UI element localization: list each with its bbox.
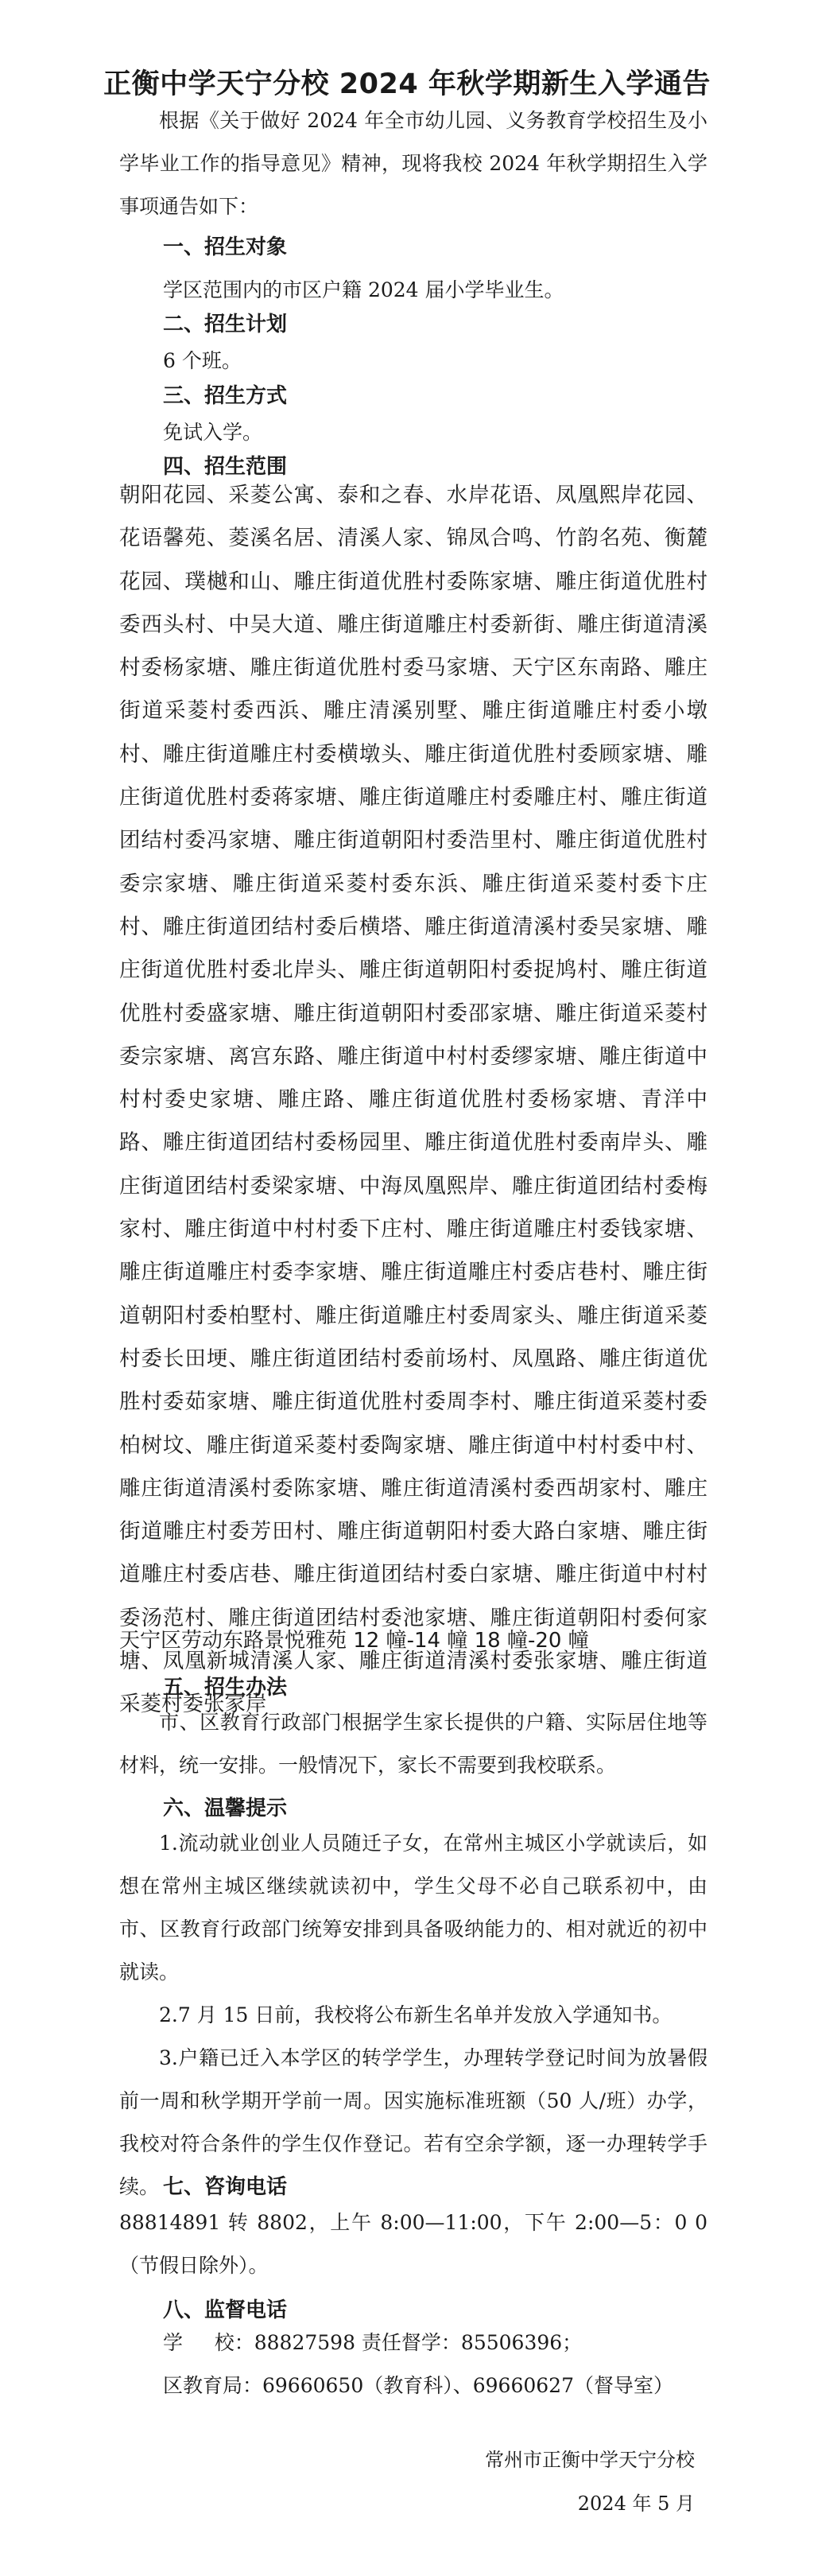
tip-1: 1.流动就业创业人员随迁子女，在常州主城区小学就读后，如想在常州主城区继续就读初中，学生父母不必自己联系初中，由市、区教育行政部门统筹安排到具备吸纳能力的、相对就近的初中就读。	[119, 1832, 707, 1983]
section-3-heading: 三、招生方式	[163, 384, 288, 408]
section-2-heading: 二、招生计划	[163, 313, 288, 336]
enrollment-area-list: 朝阳花园、采菱公寓、泰和之春、水岸花语、凤凰熙岸花园、花语馨苑、菱溪名居、清溪人家、锦凤合鸣、竹韵名苑、衡麓花园、璞樾和山、雕庄街道优胜村委陈家塘、雕庄街道优胜村委西头村、中吴大道、雕庄街道雕庄村委新街、雕庄街道清溪村委杨家塘、雕庄街道优胜村委马家塘、天宁区东南路、雕庄街道采菱村委西浜、雕庄清溪别墅、雕庄街道雕庄村委小墩村、雕庄街道雕庄村委横墩头、雕庄街道优胜村委顾家塘、雕庄街道优胜村委蒋家塘、雕庄街道雕庄村委雕庄村、雕庄街道团结村委冯家塘、雕庄街道朝阳村委浩里村、雕庄街道优胜村委宗家塘、雕庄街道采菱村委东浜、雕庄街道采菱村委卞庄村、雕庄街道团结村委后横塔、雕庄街道清溪村委吴家塘、雕庄街道优胜村委北岸头、雕庄街道朝阳村委捉鸠村、雕庄街道优胜村委盛家塘、雕庄街道朝阳村委邵家塘、雕庄街道采菱村委宗家塘、离宫东路、雕庄街道中村村委缪家塘、雕庄街道中村村委史家塘、雕庄路、雕庄街道优胜村委杨家塘、青洋中路、雕庄街道团结村委杨园里、雕庄街道优胜村委南岸头、雕庄街道团结村委梁家塘、中海凤凰熙岸、雕庄街道团结村委梅家村、雕庄街道中村村委下庄村、雕庄街道雕庄村委钱家塘、雕庄街道雕庄村委李家塘、雕庄街道雕庄村委店巷村、雕庄街道朝阳村委柏墅村、雕庄街道雕庄村委周家头、雕庄街道采菱村委长田埂、雕庄街道团结村委前场村、凤凰路、雕庄街道优胜村委茹家塘、雕庄街道优胜村委周李村、雕庄街道采菱村委柏树坟、雕庄街道采菱村委陶家塘、雕庄街道中村村委中村、雕庄街道清溪村委陈家塘、雕庄街道清溪村委西胡家村、雕庄街道雕庄村委芳田村、雕庄街道朝阳村委大路白家塘、雕庄街道雕庄村委店巷、雕庄街道团结村委白家塘、雕庄街道中村村委汤范村、雕庄街道团结村委池家塘、雕庄街道朝阳村委何家塘、凤凰新城清溪人家、雕庄街道清溪村委张家塘、雕庄街道采菱村委张家岸	[119, 483, 707, 1717]
section-8-heading: 八、监督电话	[163, 2298, 288, 2322]
enrollment-area-last-line: 天宁区劳动东路景悦雅苑 12 幢-14 幢 18 幢-20 幢	[119, 1629, 589, 1653]
section-3-text: 免试入学。	[163, 421, 263, 444]
tip-2: 2.7 月 15 日前，我校将公布新生名单并发放入学通知书。	[159, 2003, 673, 2026]
section-5-heading: 五、招生办法	[163, 1676, 288, 1700]
section-6-heading: 六、温馨提示	[163, 1797, 288, 1820]
notice-title: 正衡中学天宁分校 2024 年秋学期新生入学通告	[103, 68, 711, 100]
tip-3: 3.户籍已迁入本学区的转学学生，办理转学登记时间为放暑假前一周和秋学期开学前一周。因实施标准班额（50 人/班）办学，我校对符合条件的学生仅作登记。若有空余学额，逐一办理转学手续。	[119, 2046, 707, 2198]
district-supervision-phone: 区教育局：69660650（教育科）、69660627（督导室）	[163, 2374, 673, 2397]
section-7-heading: 七、咨询电话	[163, 2175, 288, 2199]
section-4-heading: 四、招生范围	[163, 455, 288, 479]
consult-phone: 88814891 转 8802，上午 8:00—11:00，下午 2:00—5：0 0（节假日除外）。	[119, 2211, 707, 2277]
intro-paragraph: 根据《关于做好 2024 年全市幼儿园、义务教育学校招生及小学毕业工作的指导意见》精神，现将我校 2024 年秋学期招生入学事项通告如下：	[119, 109, 707, 218]
section-5-text: 市、区教育行政部门根据学生家长提供的户籍、实际居住地等材料，统一安排。一般情况下，家长不需要到我校联系。	[119, 1711, 707, 1777]
section-2-text: 6 个班。	[163, 349, 242, 372]
school-supervision-phone: 学 校：88827598 责任督学：85506396；	[163, 2331, 583, 2354]
signature-date: 2024 年 5 月	[577, 2492, 695, 2515]
section-1-text: 学区范围内的市区户籍 2024 届小学毕业生。	[163, 278, 564, 301]
signature-org: 常州市正衡中学天宁分校	[485, 2449, 695, 2471]
section-1-heading: 一、招生对象	[163, 235, 288, 259]
